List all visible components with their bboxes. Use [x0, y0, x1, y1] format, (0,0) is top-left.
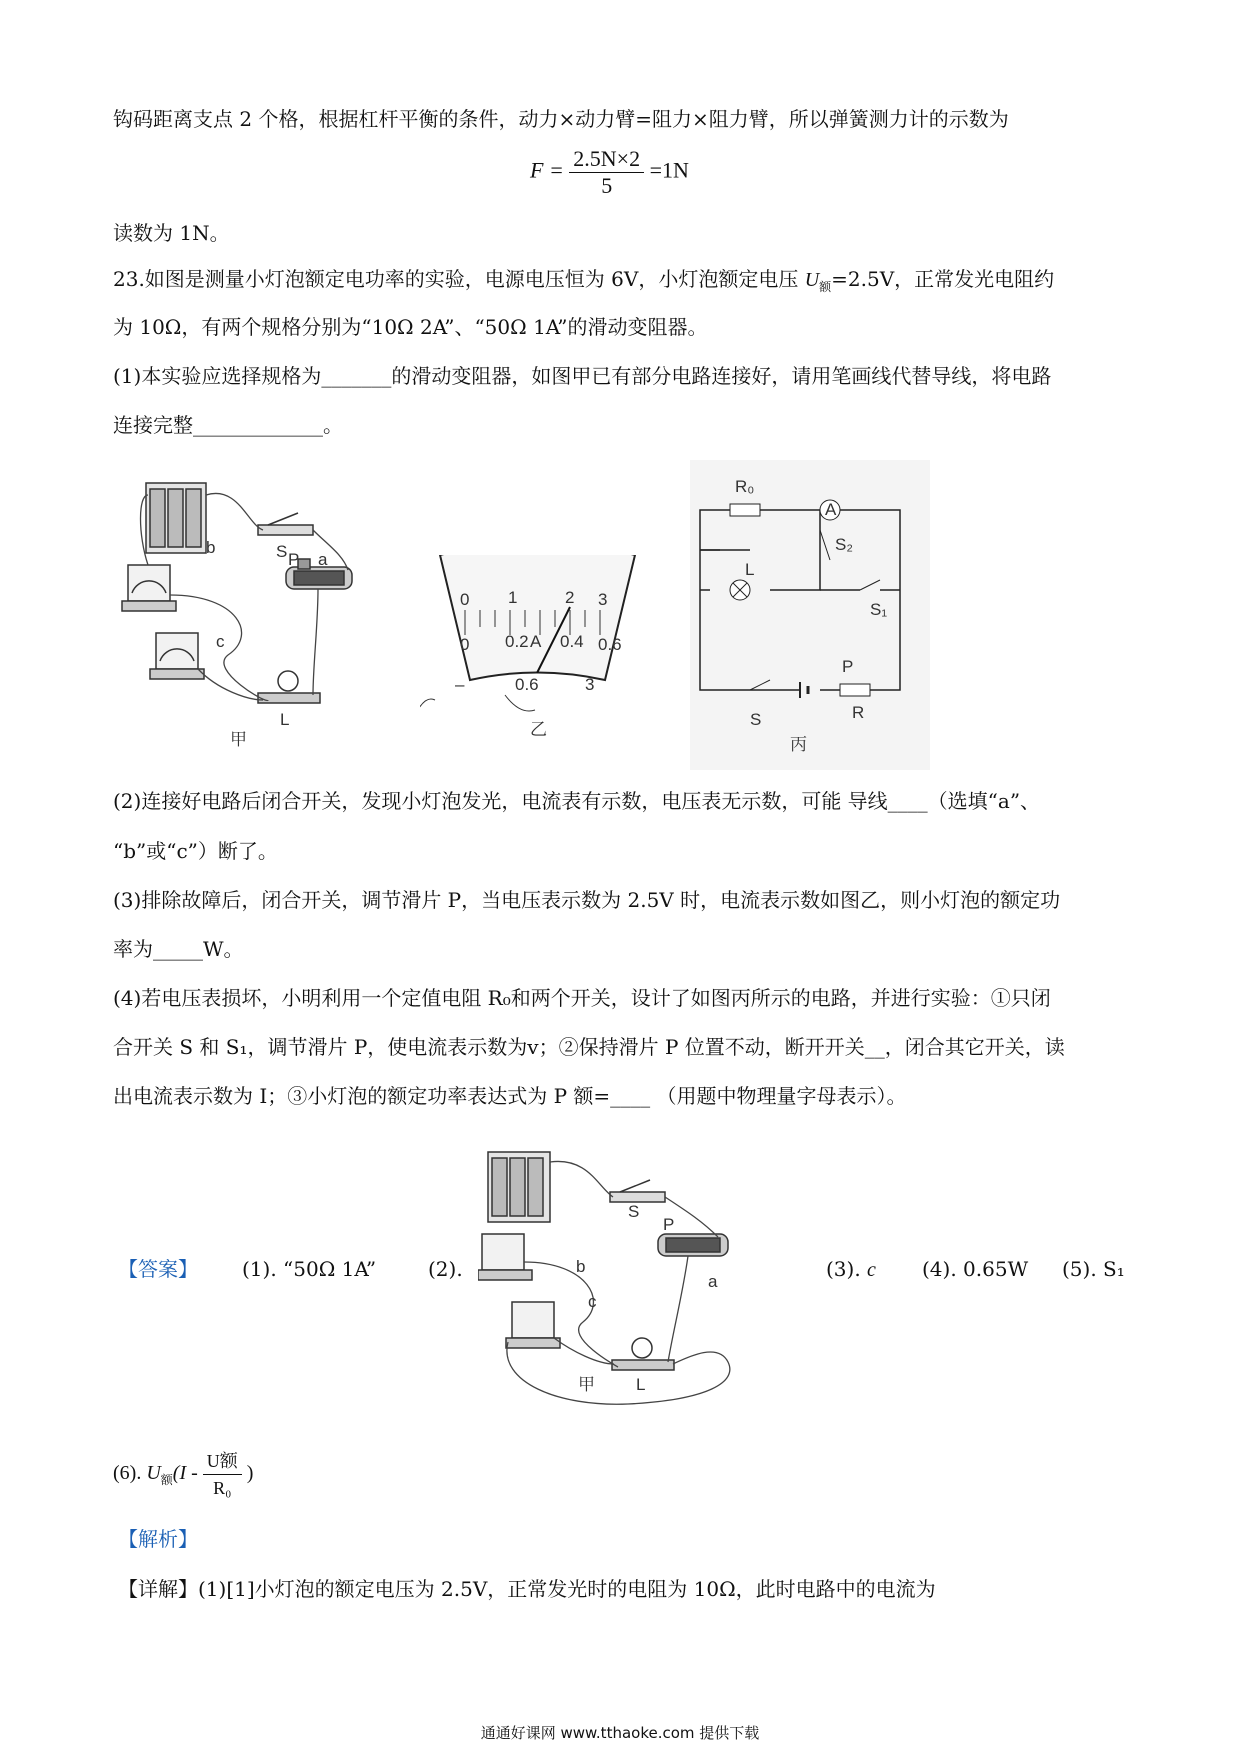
answer-label-s: S: [628, 1202, 640, 1221]
wire-mid: [505, 695, 535, 711]
q23-line-1-b: =2.5V，正常发光电阻约: [831, 267, 1055, 291]
label-p-bing: P: [842, 657, 854, 676]
formula-numerator: 2.5N×2: [569, 146, 644, 173]
part1-line-2: 连接完整_____________。: [113, 413, 343, 437]
answer-6-u-sub: 额: [160, 1473, 173, 1488]
q23-line-1: [113, 266, 1054, 300]
answer-label-b: b: [576, 1257, 586, 1276]
label-l: L: [280, 710, 290, 729]
answer-6-close: ): [246, 1462, 254, 1485]
label-a: a: [318, 550, 328, 569]
answer-circuit-figure: [478, 1142, 753, 1410]
answer-ammeter: [478, 1234, 532, 1280]
part2-line-1: (2)连接好电路后闭合开关，发现小灯泡发光，电流表有示数，电压表无示数，可能 导线____（选填“a”、: [113, 789, 1041, 813]
scale-top-1: 1: [508, 588, 518, 607]
formula-denominator: 5: [601, 173, 613, 198]
scale-bottom-06: 0.6: [598, 635, 622, 654]
answer-label-a: a: [708, 1272, 718, 1291]
switch-s: [258, 513, 313, 535]
answer-3: [826, 1256, 876, 1283]
formula-lhs: F =: [530, 157, 564, 183]
label-s1: S₁: [870, 600, 888, 619]
label-c: c: [216, 632, 225, 651]
voltmeter: [150, 633, 204, 679]
ammeter: [122, 565, 176, 611]
label-r: R: [852, 703, 865, 722]
ammeter-face: [440, 555, 635, 680]
ammeter-figure-yi: [420, 555, 655, 755]
label-s: S: [276, 542, 288, 561]
intro-formula: [530, 146, 689, 199]
circuit-figure-jia: [118, 455, 368, 775]
q23-line-1-a: 23.如图是测量小灯泡额定电功率的实验，电源电压恒为 6V，小灯泡额定电压: [113, 267, 805, 291]
answer-6-fraction: [203, 1448, 242, 1501]
answer-tag: 【答案】: [118, 1257, 198, 1281]
scale-top-3: 3: [598, 590, 608, 609]
caption-yi: 乙: [530, 720, 547, 739]
analysis-tag: 【解析】: [118, 1527, 198, 1551]
terminal-3: 3: [585, 675, 595, 694]
intro-line-1: 钩码距离支点 2 个格，根据杠杆平衡的条件，动力×动力臂=阻力×阻力臂，所以弹簧测力计的示数为: [113, 107, 1009, 131]
answer-caption-jia: 甲: [578, 1375, 595, 1394]
answer-4: (4). 0.65W: [922, 1257, 1029, 1281]
label-s2: S₂: [835, 535, 853, 554]
answer-2: (2).: [428, 1257, 463, 1281]
detail-text: (1)[1]小灯泡的额定电压为 2.5V，正常发光时的电阻为 10Ω，此时电路中的电流为: [198, 1577, 936, 1601]
q23-u-symbol: U: [804, 269, 820, 291]
answer-6-prefix: (6).: [113, 1462, 142, 1485]
wire-left: [420, 699, 435, 715]
answer-3-prefix: (3).: [826, 1257, 861, 1281]
part1-line-1: (1)本实验应选择规格为_______的滑动变阻器，如图甲已有部分电路连接好，请用笔画线代替导线，将电路: [113, 364, 1052, 388]
scale-bottom-04: 0.4: [560, 632, 584, 651]
caption-bing: 丙: [790, 735, 807, 754]
answer-6: [113, 1448, 253, 1501]
scale-bottom-0: 0: [460, 635, 470, 654]
part4-line-3: 出电流表示数为 I；③小灯泡的额定功率表达式为 P 额=____ （用题中物理量字母表示）。: [113, 1084, 907, 1108]
answer-bulb: [612, 1338, 674, 1370]
part3-line-2: 率为_____W。: [113, 937, 244, 961]
answer-6-u: U: [146, 1462, 161, 1485]
answer-6-open: (I -: [172, 1462, 198, 1485]
part2-line-2: “b”或“c”）断了。: [113, 839, 278, 863]
intro-line-2: 读数为 1N。: [113, 221, 230, 245]
label-p: P: [288, 550, 300, 569]
label-lamp: L: [745, 560, 755, 579]
label-b: b: [206, 538, 216, 557]
scale-top-0: 0: [460, 590, 470, 609]
answer-label-p: P: [663, 1215, 675, 1234]
caption-jia: 甲: [230, 730, 247, 749]
bing-background: [690, 460, 930, 770]
terminal-06: 0.6: [515, 675, 539, 694]
answer-label-c: c: [588, 1292, 597, 1311]
rheostat-r: [840, 684, 870, 696]
answer-voltmeter: [506, 1302, 560, 1348]
page-footer: 通通好课网 www.tthaoke.com 提供下载: [480, 1724, 760, 1742]
terminal-minus: –: [455, 675, 465, 694]
label-r0: R₀: [735, 477, 755, 496]
answer-6-den: R₀: [213, 1478, 232, 1498]
answer-battery: [488, 1152, 550, 1222]
circuit-figure-bing: [690, 460, 930, 770]
battery-pack: [146, 483, 206, 553]
formula-rhs: =1N: [649, 157, 689, 183]
answer-5: (5). S₁: [1062, 1257, 1125, 1281]
scale-top-2: 2: [565, 588, 575, 607]
answer-switch: [610, 1180, 665, 1202]
part4-line-2: 合开关 S 和 S₁，调节滑片 P，使电流表示数为v；②保持滑片 P 位置不动，断开开关__，闭合其它开关，读: [113, 1035, 1065, 1059]
label-a-meter: A: [825, 500, 837, 519]
resistor-r0: [730, 504, 760, 516]
bulb-l: [258, 671, 320, 703]
answer-3-value: c: [867, 1259, 876, 1281]
detail-line: [118, 1576, 936, 1602]
q23-u-sub: 额: [819, 280, 832, 294]
part3-line-1: (3)排除故障后，闭合开关，调节滑片 P，当电压表示数为 2.5V 时，电流表示数如图乙，则小灯泡的额定功: [113, 888, 1061, 912]
label-switch-s: S: [750, 710, 762, 729]
scale-bottom-02: 0.2: [505, 632, 529, 651]
part4-line-1: (4)若电压表损坏，小明利用一个定值电阻 R₀和两个开关，设计了如图丙所示的电路，并进行实验：①只闭: [113, 986, 1051, 1010]
detail-tag: 【详解】: [118, 1577, 198, 1601]
q23-line-2: 为 10Ω，有两个规格分别为“10Ω 2A”、“50Ω 1A”的滑动变阻器。: [113, 315, 708, 339]
answer-1: (1). “50Ω 1A”: [242, 1257, 377, 1281]
formula-fraction: [569, 146, 644, 199]
unit-a: A: [530, 632, 542, 651]
answer-label-l: L: [636, 1375, 646, 1394]
answer-6-num: U额: [203, 1448, 242, 1475]
